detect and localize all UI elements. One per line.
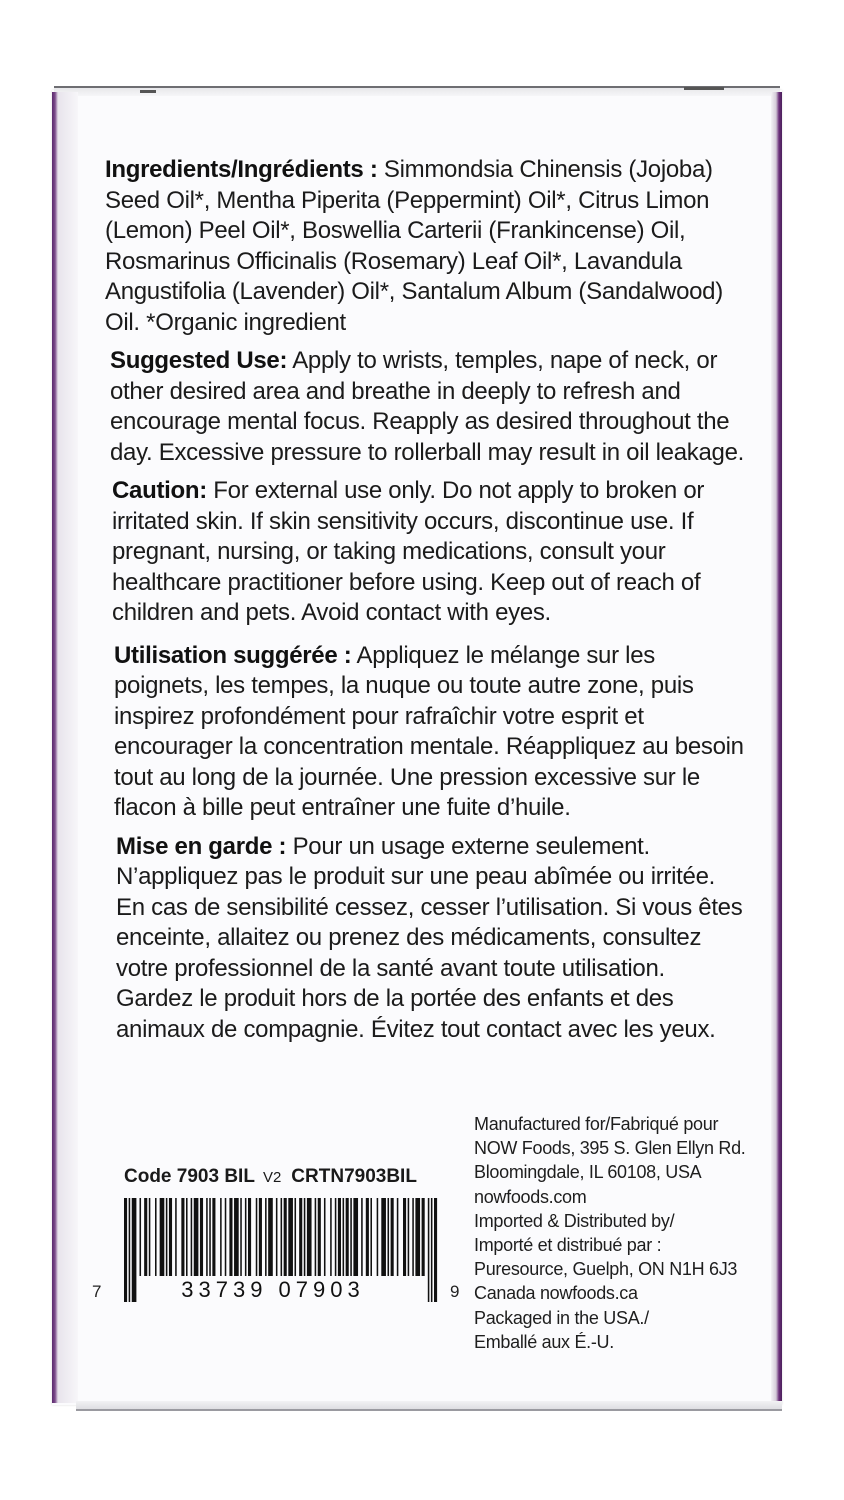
barcode-bar: [234, 1198, 239, 1276]
box-left-edge: [52, 92, 78, 1403]
barcode-bar: [132, 1198, 137, 1302]
barcode-bar: [225, 1198, 227, 1276]
barcode-last-digit: 9: [450, 1282, 460, 1301]
manufacturer-line: Importé et distribué par :: [474, 1235, 662, 1256]
barcode-bar: [377, 1198, 379, 1276]
label-text-panel: [105, 155, 745, 1053]
barcode-bar: [408, 1198, 410, 1276]
barcode-bar: [124, 1198, 127, 1302]
version-code: V2: [262, 1169, 282, 1186]
barcode-bar: [388, 1198, 390, 1276]
product-code-line: [124, 1166, 417, 1188]
barcode-bar: [415, 1198, 420, 1276]
suggested-use-paragraph: [110, 346, 745, 468]
barcode-bar: [166, 1198, 168, 1276]
barcode-bar: [370, 1198, 372, 1276]
box-top-flap: [54, 86, 780, 96]
barcode-bar: [350, 1198, 352, 1276]
top-flap-mark-left: [140, 90, 156, 93]
top-flap-mark-right: [684, 87, 724, 90]
barcode-bar: [304, 1198, 306, 1276]
manufacturer-line: Packaged in the USA./: [474, 1307, 649, 1328]
manufacturer-line: Emballé aux É.-U.: [474, 1331, 614, 1352]
utilisation-label: Utilisation suggérée :: [114, 641, 352, 669]
manufacturer-website: nowfoods.com: [474, 1186, 587, 1207]
barcode-bar: [245, 1198, 247, 1276]
barcode-bar: [353, 1198, 358, 1276]
barcode-bar: [315, 1198, 317, 1276]
ingredients-text: Simmondsia Chinensis (Jojoba) Seed Oil*, Mentha Piperita (Peppermint) Oil*, Citrus Limon (Lemon) Peel Oil*, Boswellia Carterii (Frankincense) Oil, Rosmarinus Officinalis (Rosemary) Leaf Oil*, Lavandula Angustifolia (Lavender) Oil*, Santalum Album (Sandalwood) Oil. *Organic ingredient: [105, 156, 723, 336]
barcode-bar: [259, 1198, 262, 1276]
suggested-use-text: Apply to wrists, temples, nape of neck, or other desired area and breathe in deeply to refresh and encourage mental focus. Reapply as desired throughout the day. Excessive pressure to rollerball may result in oil leakage.: [110, 347, 744, 466]
caution-paragraph: [112, 476, 745, 629]
barcode-bar: [412, 1198, 414, 1276]
utilisation-paragraph: [114, 641, 745, 824]
manufacturer-line: Imported & Distributed by/: [474, 1210, 675, 1231]
caution-text: For external use only. Do not apply to broken or irritated skin. If skin sensitivity occurs, discontinue use. If pregnant, nursing, or taking medications, consult your healthcare practitioner before using. Keep out of reach of children and pets. Avoid contact with eyes.: [112, 477, 705, 626]
barcode-bar: [346, 1198, 349, 1276]
box-bottom-flap: [76, 1401, 782, 1411]
barcode-bar: [155, 1198, 157, 1276]
barcode-bar: [212, 1198, 215, 1276]
barcode-bar: [209, 1198, 211, 1276]
barcode-bar: [338, 1198, 341, 1276]
barcode: [122, 1196, 442, 1302]
barcode-bar: [129, 1198, 131, 1302]
barcode-bar: [265, 1198, 267, 1276]
box-right-edge: [771, 92, 782, 1403]
barcode-bar: [194, 1198, 199, 1276]
barcode-bar: [381, 1198, 386, 1276]
manufacturer-line: Puresource, Guelph, ON N1H 6J3: [474, 1259, 738, 1280]
manufacturer-line: Manufactured for/Fabriqué pour: [474, 1114, 719, 1134]
barcode-bar: [288, 1198, 293, 1276]
manufacturer-line: Canada nowfoods.ca: [474, 1283, 638, 1304]
mise-en-garde-text: Pour un usage externe seulement. N’appliquez pas le produit sur une peau abîmée ou irritée. En cas de sensibilité cessez, cesser l’utilisation. Si vous êtes enceinte, allaitez ou prenez des médicaments, consultez votre professionnel de la santé avant toute utilisation. Gardez le produit hors de la portée des enfants et des animaux de compagnie. Évitez tout contact avec les yeux.: [116, 832, 743, 1043]
barcode-bar: [268, 1198, 273, 1276]
manufacturer-line: NOW Foods, 395 S. Glen Ellyn Rd.: [474, 1138, 746, 1159]
manufacturer-line: Bloomingdale, IL 60108, USA: [474, 1162, 702, 1183]
barcode-bar: [200, 1198, 203, 1276]
barcode-bar: [181, 1198, 184, 1276]
ingredients-label: Ingredients/Ingrédients :: [105, 156, 378, 183]
barcode-bar: [160, 1198, 165, 1276]
ingredients-paragraph: [105, 155, 745, 338]
barcode-bar: [256, 1198, 258, 1276]
carton-code: CRTN7903BIL: [291, 1166, 417, 1187]
product-code: Code 7903 BIL: [124, 1166, 255, 1187]
suggested-use-label: Suggested Use:: [110, 347, 288, 374]
barcode-bar: [330, 1198, 332, 1276]
caution-label: Caution:: [112, 477, 207, 504]
barcode-bar: [220, 1198, 222, 1276]
barcode-bar: [422, 1198, 425, 1276]
barcode-bar: [169, 1198, 172, 1276]
barcode-bar: [144, 1198, 147, 1276]
barcode-bar: [186, 1198, 188, 1276]
barcode-bar: [248, 1198, 251, 1276]
barcode-bar: [318, 1198, 321, 1276]
mise-en-garde-label: Mise en garde :: [116, 832, 287, 860]
barcode-bar: [324, 1198, 326, 1276]
barcode-digits: 33739 07903: [181, 1277, 365, 1302]
barcode-bar: [434, 1198, 437, 1302]
barcode-bar: [366, 1198, 369, 1276]
mise-en-garde-paragraph: [116, 832, 745, 1046]
barcode-bar: [175, 1198, 177, 1276]
barcode-bar: [240, 1198, 242, 1276]
barcode-bar: [191, 1198, 193, 1276]
barcode-bar: [431, 1198, 433, 1302]
barcode-bar: [206, 1198, 208, 1276]
barcode-bar: [361, 1198, 363, 1276]
barcode-bar: [295, 1198, 297, 1276]
barcode-bar: [229, 1198, 232, 1276]
barcode-bar: [403, 1198, 406, 1276]
barcode-bar: [149, 1198, 151, 1276]
barcode-bar: [428, 1198, 430, 1302]
utilisation-text: Appliquez le mélange sur les poignets, les tempes, la nuque ou toute autre zone, puis inspirez profondément pour rafraîchir votre esprit et encourager la concentration mentale. Réappliquez au besoin tout au long de la journée. Une pression excessive sur le flacon à bille peut entraîner une fuite d’huile.: [114, 641, 744, 821]
barcode-bar: [343, 1198, 345, 1276]
barcode-bar: [391, 1198, 394, 1276]
barcode-first-digit: 7: [92, 1282, 102, 1301]
barcode-bar: [140, 1198, 142, 1276]
barcode-bar: [335, 1198, 337, 1276]
barcode-bar: [307, 1198, 312, 1276]
barcode-bar: [284, 1198, 287, 1276]
barcode-bar: [299, 1198, 302, 1276]
barcode-bar: [397, 1198, 399, 1276]
manufacturer-info: [474, 1112, 764, 1354]
